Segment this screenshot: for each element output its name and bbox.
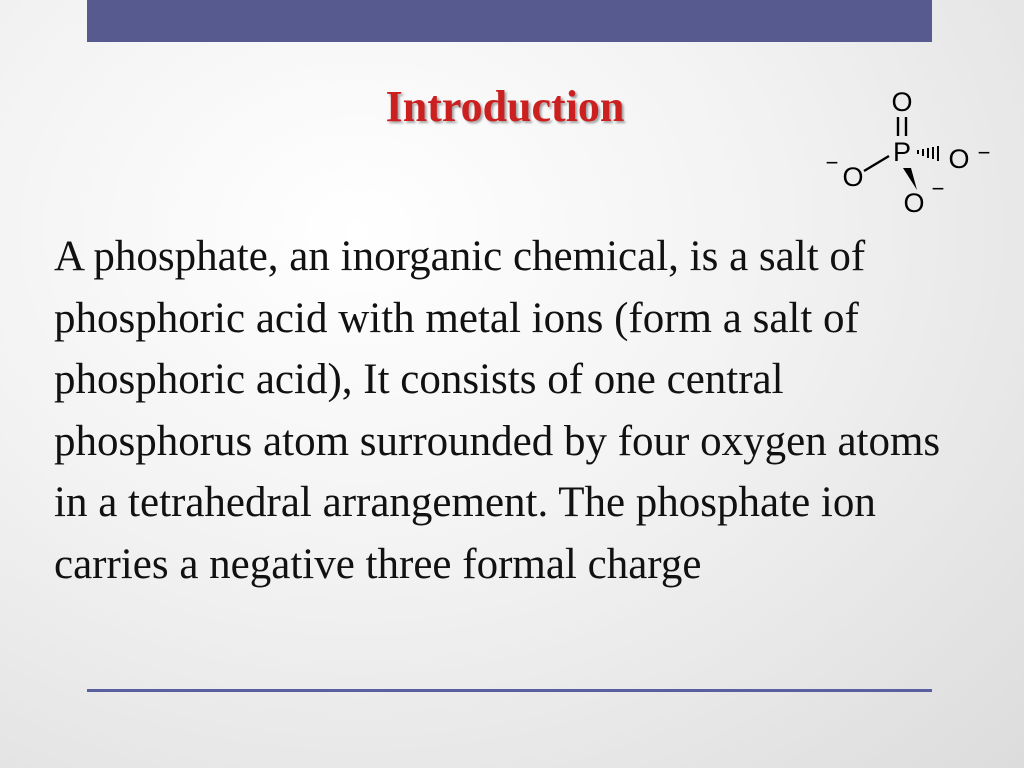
atom-oxygen-right: O: [948, 144, 970, 174]
atom-oxygen-left: O: [842, 162, 864, 192]
atom-phosphorus: P: [892, 137, 912, 167]
charge-right: −: [977, 140, 991, 165]
atom-oxygen-bottom: O: [903, 188, 925, 216]
phosphate-structure-diagram: [818, 86, 998, 216]
top-accent-bar: [87, 0, 932, 42]
atom-oxygen-top: O: [891, 87, 913, 117]
charge-left: −: [825, 150, 839, 175]
slide-body-paragraph: A phosphate, an inorganic chemical, is a salt of phosphoric acid with metal ions (form a salt of phosphoric acid), It consists of one central phosphorus atom surrounded by four oxygen atoms in a tetrahedral arrangement. The phosphate ion carries a negative three formal charge: [54, 233, 941, 588]
bottom-divider-rule: [87, 689, 932, 692]
slide-title: Introduction: [385, 82, 625, 131]
charge-bottom: −: [931, 176, 945, 201]
